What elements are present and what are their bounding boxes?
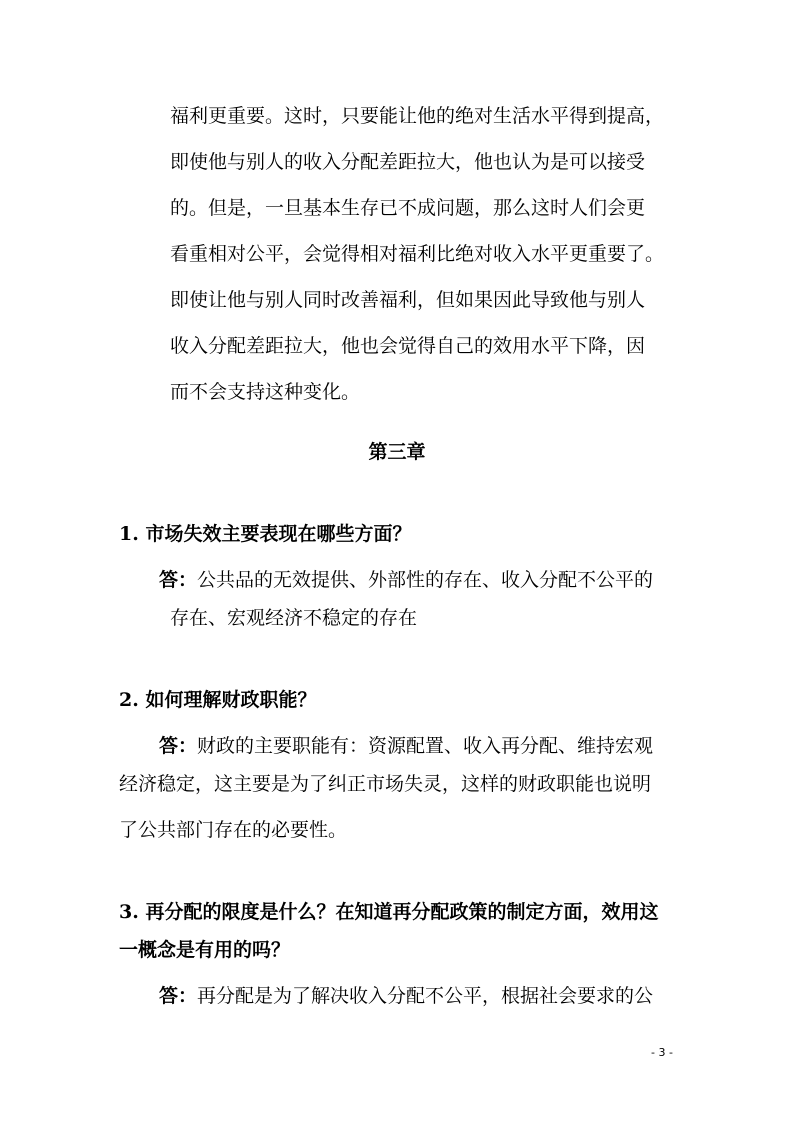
- answer-line: [159, 568, 653, 592]
- answer-line: 了公共部门存在的必要性。: [119, 819, 348, 841]
- question-title: 一概念是有用的吗？: [119, 939, 291, 961]
- answer-label: 答：: [159, 569, 198, 591]
- paragraph-line: 福利更重要。这时，只要能让他的绝对生活水平得到提高，: [170, 105, 665, 127]
- paragraph-line: 看重相对公平，会觉得相对福利比绝对收入水平更重要了。: [170, 243, 665, 265]
- chapter-title: 第三章: [368, 441, 426, 463]
- answer-line: 存在、宏观经济不稳定的存在: [170, 607, 418, 629]
- paragraph-line: 的。但是，一旦基本生存已不成问题，那么这时人们会更: [170, 197, 646, 219]
- answer-line: [159, 984, 653, 1008]
- question-title: 2. 如何理解财政职能？: [119, 689, 317, 711]
- answer-line: 经济稳定，这主要是为了纠正市场失灵，这样的财政职能也说明: [119, 773, 652, 795]
- question-title: 3. 再分配的限度是什么？在知道再分配政策的制定方面，效用这: [119, 901, 659, 923]
- answer-text: 财政的主要职能有：资源配置、收入再分配、维持宏观: [197, 735, 654, 757]
- answer-label: 答：: [159, 985, 198, 1007]
- paragraph-line: 即使他与别人的收入分配差距拉大，他也认为是可以接受: [170, 151, 646, 173]
- answer-text: 公共品的无效提供、外部性的存在、收入分配不公平的: [197, 569, 654, 591]
- paragraph-line: 收入分配差距拉大，他也会觉得自己的效用水平下降，因: [170, 335, 646, 357]
- paragraph-line: 即使让他与别人同时改善福利，但如果因此导致他与别人: [170, 289, 646, 311]
- answer-label: 答：: [159, 735, 198, 757]
- answer-line: [159, 734, 653, 758]
- page-number: - 3 -: [651, 1046, 673, 1059]
- answer-text: 再分配是为了解决收入分配不公平，根据社会要求的公: [197, 985, 654, 1007]
- paragraph-line: 而不会支持这种变化。: [170, 381, 361, 403]
- question-title: 1. 市场失效主要表现在哪些方面？: [119, 523, 412, 545]
